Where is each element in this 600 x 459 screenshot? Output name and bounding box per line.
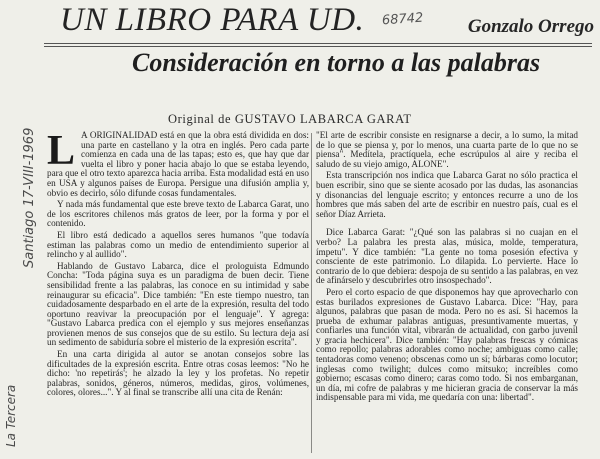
margin-note-newspaper: La Tercera [4,384,18,447]
handwritten-catalog-number: 68742 [381,10,424,29]
paragraph: Esta transcripción nos indica que Labarca Garat no sólo practica el buen escribir, sino que se siente acosado por las dudas, las asonancias y disonancias del lenguaje escrito; y entonces recurre a uno de los hombres que más saben del arte de escribir en nuestro país, cual es el señor Díaz Arrieta. [316,170,578,219]
paragraph: Y nada más fundamental que este breve texto de Labarca Garat, uno de los escritores chilenos más gratos de leer, por la forma y por el contenido. [47,199,309,229]
article-column-right [316,131,578,405]
paragraph: En una carta dirigida al autor se anotan consejos sobre las dificultades de la expresión escrita. Entre otras cosas leemos: "No he dicho: 'no repetirás'; he alzado la ley y los profetas. No repetir palabras, sonidos, géneros, números, medidas, giros, volúmenes, colores, olores...". Y al final se transcribe allí una cita de Renán: [47,349,309,398]
header-rule [44,43,592,44]
article-headline: Consideración en torno a las palabras [132,48,541,77]
header-rule [44,46,592,47]
column-divider [311,133,312,453]
paragraph: A ORIGINALIDAD está en que la obra está dividida en dos: una parte en castellano y la otra en inglés. Pero cada parte comienza en cada una de las tapas; esto es, que hay que dar vuelta el libro y poner hacia abajo lo que se estaba leyendo, para que el otro texto aparezca hacia arriba. Esta modalidad está en uso en USA y algunos países de Europa. Persigue una difusión amplia y, obvio es decirlo, sólo difunde cosas fundamentales. [47,130,309,198]
column-author: Gonzalo Orrego [467,16,594,37]
article-column-left [47,128,309,400]
paragraph: Dice Labarca Garat: "¿Qué son las palabras si no cuajan en el verbo? La palabra les presta alas, música, molde, temperatura, ímpetu". Y dice también: "La gente no toma posesión efectiva y consciente de este patrimonio. Lo dilapida. Lo pervierte. Hace lo contrario de lo que debiera: despoja de su sentido a las palabras, en vez de afinárselo y descubrirles otro insospechado". [316,227,578,286]
paragraph: Pero el corto espacio de que disponemos hay que aprovecharlo con estas burilados expresiones de Gustavo Labarca. Dice: "Hay, para algunos, palabras que pasan de moda. Pero no es así. Si hacemos la prueba de exhumar palabras antiguas, presuntivamente muertas, y confiarles una función vital, vibrarán de actualidad, con garbo juvenil y gracia hechicera". Dice también: "Hay palabras frescas y cómicas como repollo; palabras adorables como noche; ambiguas como calle; tentadoras como veneno; obscenas como un sí; bárbaras como locutor; inglesas como twilight; dulces como mitsuko; increíbles como gobierno; escasas como dinero; caras como todo. Si nos embarganan, un día, mi cofre de palabras y me hicieran gracia de conservar la más indispensable para mi vida, me quedaría con una: libertad". [316,286,578,403]
margin-note-place-date: Santiago 17-VIII-1969 [22,127,37,268]
drop-cap: L [47,128,76,174]
paragraph: "El arte de escribir consiste en resignarse a decir, a lo sumo, la mitad de lo que se piensa y, por lo menos, una cuarta parte de lo que no se piensa". Medítela, practíquela, eche escrúpulos al aire y reciba el saludo de su viejo amigo, ALONE". [316,130,578,169]
paragraph: El libro está dedicado a aquellos seres humanos "que todavía estiman las palabras como un medio de entendimiento superior al relincho y al aullido". [47,229,309,260]
paragraph: Hablando de Gustavo Labarca, dice el prologuista Edmundo Concha: "Toda página suya es un paradigma de buen decir. Tiene sensibilidad frente a las palabras, las conoce en su intimidad y sabe reinaugurar su eficacia". Dice también: "En este tiempo nuestro, tan cuidadosamente desparbado en el arte de la expresión, resulta del todo oportuno reavivar la preocupación por el lenguaje". Y agrega: "Gustavo Labarca predica con el ejemplo y sus mejores enseñanzas provienen menos de sus consejos que de su estilo. Su lectura deja así un sedimento de sabiduría sobre el misterio de la expresión escrita". [47,260,309,348]
article-byline: Original de GUSTAVO LABARCA GARAT [168,112,412,126]
section-title: UN LIBRO PARA UD. [60,2,365,38]
